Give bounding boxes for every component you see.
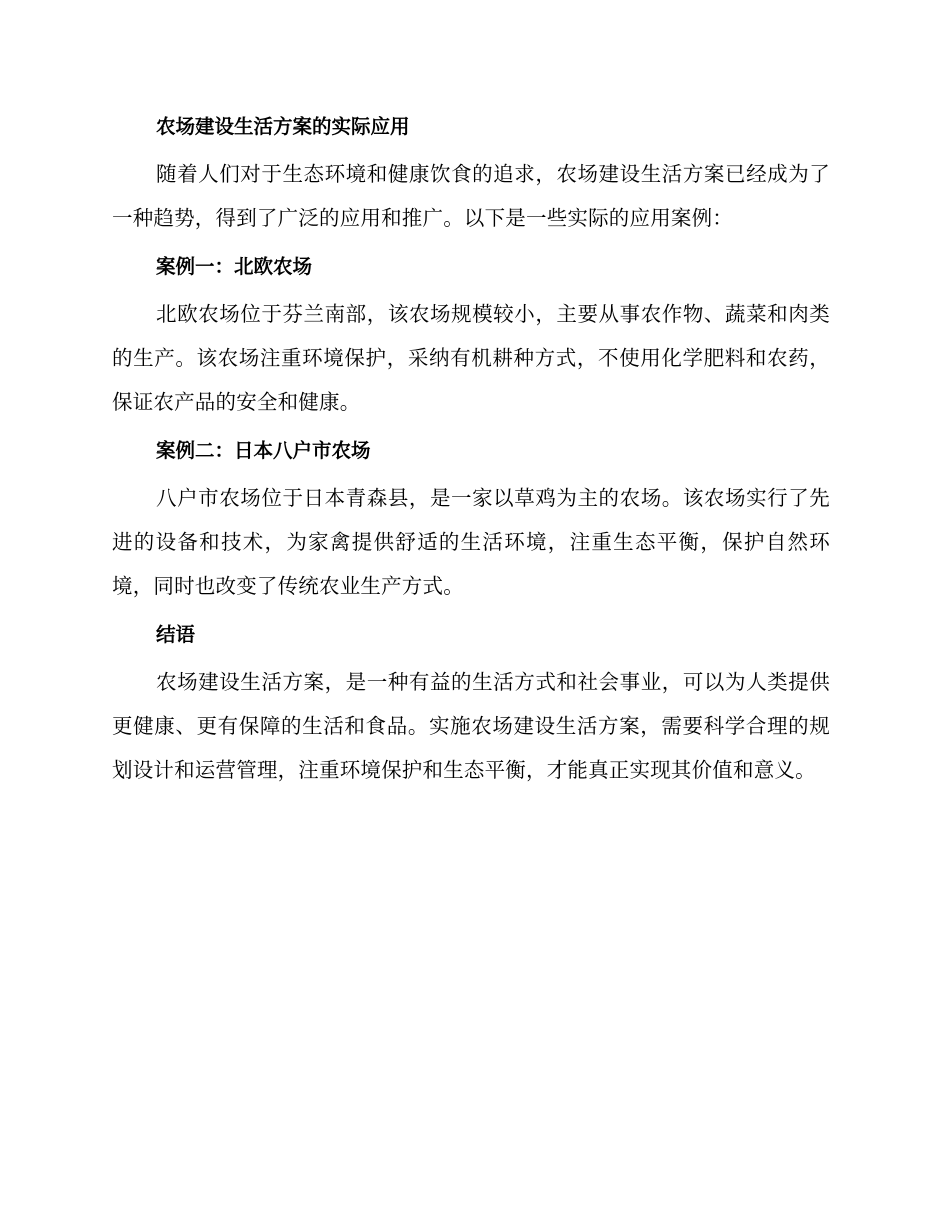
conclusion-heading: 结语 [156,623,196,646]
case2-heading: 案例二：日本八户市农场 [156,439,371,462]
case2-paragraph: 八户市农场位于日本青森县，是一家以草鸡为主的农场。该农场实行了先进的设备和技术，为家禽提供舒适的生活环境，注重生态平衡，保护自然环境，同时也改变了传统农业生产方式。 [112,486,830,598]
document-title: 农场建设生活方案的实际应用 [156,115,410,138]
conclusion-paragraph: 农场建设生活方案，是一种有益的生活方式和社会事业，可以为人类提供更健康、更有保障的生活和食品。实施农场建设生活方案，需要科学合理的规划设计和运营管理，注重环境保护和生态平衡，才能真正实现其价值和意义。 [112,670,830,782]
document-page [112,106,830,798]
case1-paragraph: 北欧农场位于芬兰南部，该农场规模较小，主要从事农作物、蔬菜和肉类的生产。该农场注重环境保护，采纳有机耕种方式，不使用化学肥料和农药，保证农产品的安全和健康。 [112,302,830,414]
intro-paragraph: 随着人们对于生态环境和健康饮食的追求，农场建设生活方案已经成为了一种趋势，得到了广泛的应用和推广。以下是一些实际的应用案例： [112,162,830,230]
case1-heading: 案例一：北欧农场 [156,255,313,278]
